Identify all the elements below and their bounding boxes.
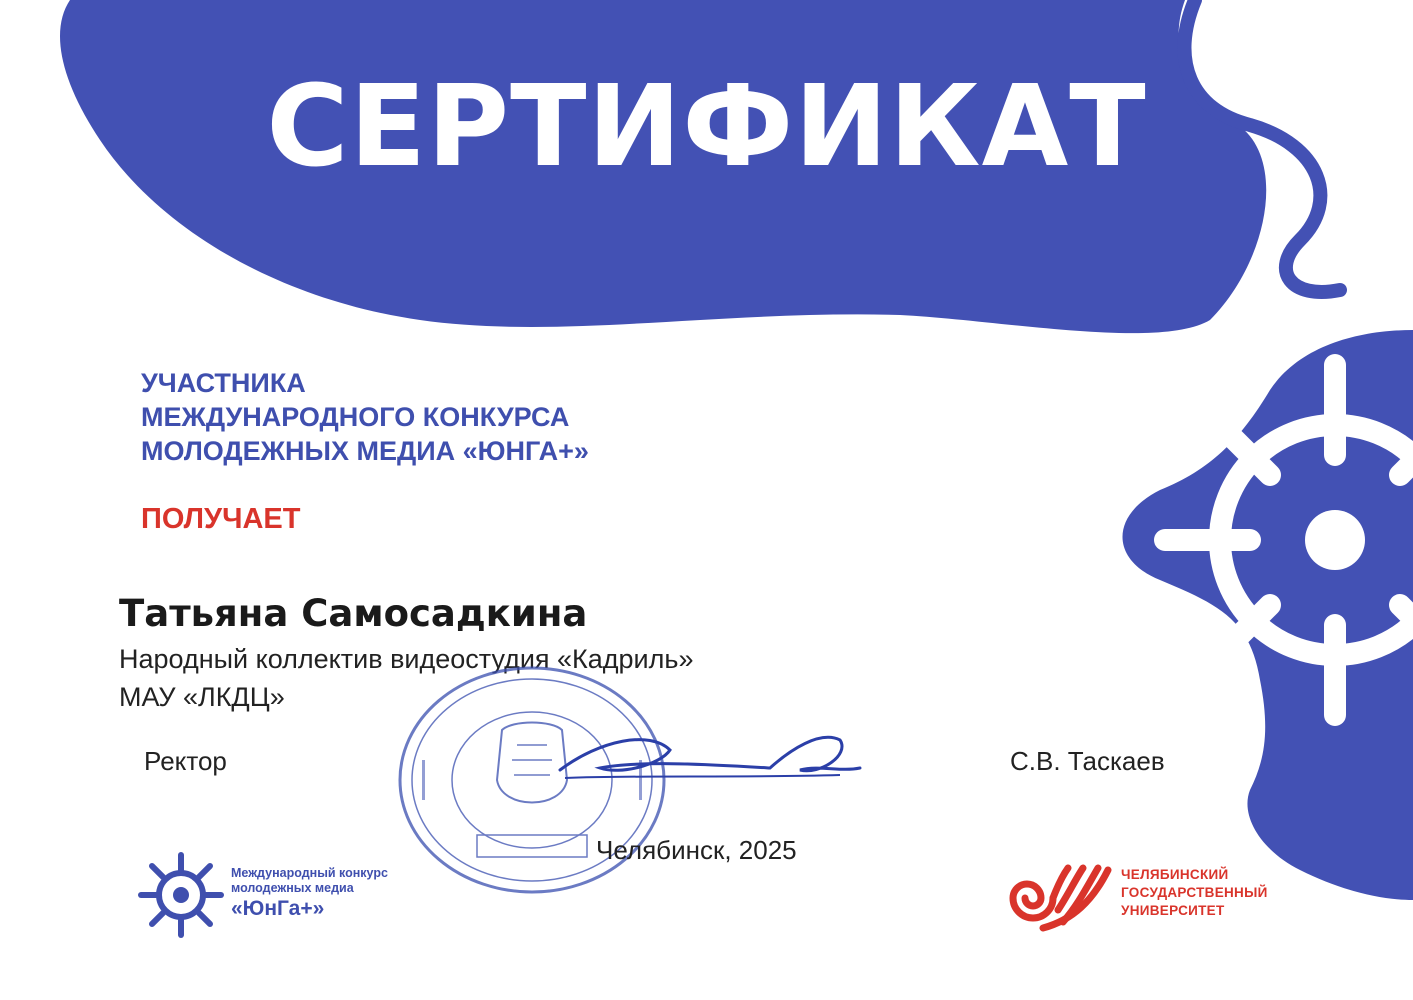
subtitle — [141, 366, 589, 468]
subtitle-line-1: УЧАСТНИКА — [141, 368, 306, 398]
organization-line-1: Народный коллектив видеостудия «Кадриль» — [119, 644, 694, 674]
university-logo-line-2: ГОСУДАРСТВЕННЫЙ — [1121, 885, 1268, 900]
organization-line-2: МАУ «ЛКДЦ» — [119, 682, 285, 712]
university-logo-line-1: ЧЕЛЯБИНСКИЙ — [1121, 867, 1229, 882]
rector-label: Ректор — [144, 746, 227, 776]
recipient-name: Татьяна Самосадкина — [119, 592, 588, 635]
university-logo-text — [1121, 866, 1268, 920]
place-date: Челябинск, 2025 — [596, 835, 797, 865]
subtitle-line-2: МЕЖДУНАРОДНОГО КОНКУРСА — [141, 402, 570, 432]
receives-label: ПОЛУЧАЕТ — [141, 503, 301, 535]
subtitle-line-3: МОЛОДЕЖНЫХ МЕДИА «ЮНГА+» — [141, 436, 589, 466]
signature — [540, 720, 870, 800]
university-emblem-icon — [1003, 860, 1113, 936]
university-logo-line-3: УНИВЕРСИТЕТ — [1121, 903, 1225, 918]
certificate-title: СЕРТИФИКАТ — [266, 62, 1147, 192]
contest-logo-text — [231, 866, 388, 922]
ship-wheel-icon — [138, 852, 224, 938]
contest-logo-line-1: Международный конкурс — [231, 866, 388, 880]
contest-logo-line-3: «ЮнГа+» — [231, 897, 325, 920]
wheel-hub — [1305, 510, 1365, 570]
signer-name: С.В. Таскаев — [1010, 746, 1165, 776]
contest-logo-line-2: молодежных медиа — [231, 881, 354, 895]
